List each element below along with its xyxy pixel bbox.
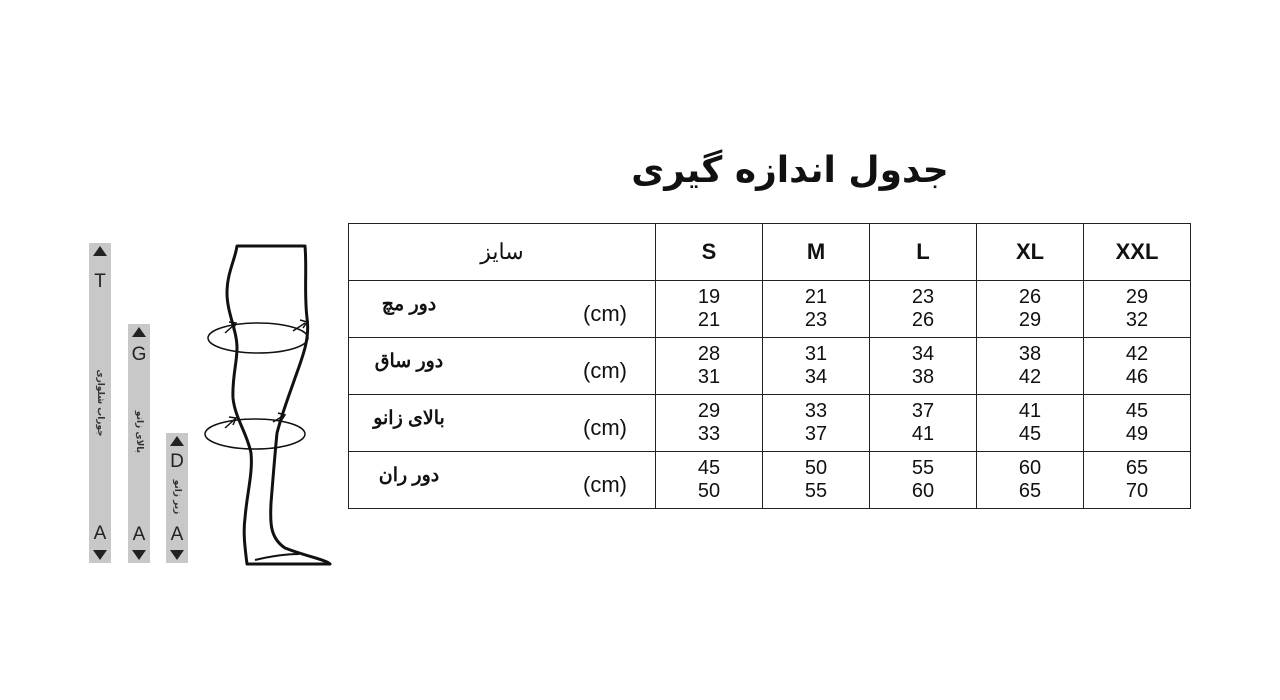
page-title: جدول اندازه گیری	[631, 150, 949, 191]
bar-label: بالای زانو	[134, 410, 144, 454]
table-row	[349, 338, 1191, 395]
size-range-cell	[1084, 395, 1191, 452]
range-max: 49	[1125, 423, 1149, 445]
size-column-s: S	[656, 224, 763, 281]
size-column-m: M	[763, 224, 870, 281]
bar-top-letter: T	[94, 271, 106, 292]
arrow-down-icon	[132, 550, 146, 560]
range-min: 21	[804, 286, 828, 308]
size-range-cell	[1084, 452, 1191, 509]
size-range-cell	[870, 395, 977, 452]
range-max: 34	[804, 366, 828, 388]
size-column-l: L	[870, 224, 977, 281]
size-chart-table	[348, 223, 1191, 509]
range-min: 60	[1018, 457, 1042, 479]
bar-bottom-letter: A	[132, 524, 146, 545]
size-range-cell	[656, 452, 763, 509]
size-range-cell	[870, 452, 977, 509]
size-range-cell	[1084, 338, 1191, 395]
range-max: 26	[911, 309, 935, 331]
range-min: 50	[804, 457, 828, 479]
range-min: 19	[697, 286, 721, 308]
size-range-cell	[870, 281, 977, 338]
size-range-cell	[1084, 281, 1191, 338]
size-range-cell	[763, 281, 870, 338]
range-max: 38	[911, 366, 935, 388]
range-max: 23	[804, 309, 828, 331]
size-range-cell	[656, 395, 763, 452]
below-knee-length-bar	[166, 433, 188, 563]
table-row	[349, 281, 1191, 338]
range-max: 41	[911, 423, 935, 445]
row-label-cell	[349, 452, 656, 509]
arrow-down-icon	[170, 550, 184, 560]
measurement-label: دور مچ	[381, 294, 437, 315]
row-label-cell	[349, 281, 656, 338]
range-min: 28	[697, 343, 721, 365]
arrow-up-icon	[132, 327, 146, 337]
range-min: 29	[1125, 286, 1149, 308]
size-range-cell	[977, 338, 1084, 395]
pantyhose-length-bar	[89, 243, 111, 563]
range-max: 55	[804, 480, 828, 502]
row-label-cell	[349, 395, 656, 452]
range-min: 41	[1018, 400, 1042, 422]
leg-illustration	[195, 238, 345, 573]
range-min: 55	[911, 457, 935, 479]
range-min: 65	[1125, 457, 1149, 479]
range-max: 46	[1125, 366, 1149, 388]
range-min: 33	[804, 400, 828, 422]
range-min: 37	[911, 400, 935, 422]
bar-top-letter: G	[131, 344, 147, 365]
size-range-cell	[763, 395, 870, 452]
range-min: 45	[1125, 400, 1149, 422]
bar-label: جوراب شلواری	[95, 369, 105, 437]
table-row	[349, 452, 1191, 509]
measurement-label: بالای زانو	[373, 408, 445, 429]
unit-label: (cm)	[583, 301, 627, 326]
table-header-row	[349, 224, 1191, 281]
range-max: 65	[1018, 480, 1042, 502]
range-min: 23	[911, 286, 935, 308]
range-min: 38	[1018, 343, 1042, 365]
range-max: 37	[804, 423, 828, 445]
size-range-cell	[977, 452, 1084, 509]
range-max: 70	[1125, 480, 1149, 502]
bar-top-letter: D	[170, 451, 184, 472]
range-min: 29	[697, 400, 721, 422]
arrow-down-icon	[93, 550, 107, 560]
size-range-cell	[763, 452, 870, 509]
range-max: 60	[911, 480, 935, 502]
arrow-up-icon	[170, 436, 184, 446]
range-max: 29	[1018, 309, 1042, 331]
range-max: 42	[1018, 366, 1042, 388]
size-column-xl: XL	[977, 224, 1084, 281]
range-min: 34	[911, 343, 935, 365]
bar-bottom-letter: A	[170, 524, 184, 545]
bar-label: زیر زانو	[172, 479, 182, 515]
measurement-label: دور ران	[378, 465, 440, 486]
measurement-label: دور ساق	[374, 351, 444, 372]
size-range-cell	[763, 338, 870, 395]
range-max: 33	[697, 423, 721, 445]
unit-label: (cm)	[583, 415, 627, 440]
range-max: 45	[1018, 423, 1042, 445]
size-range-cell	[977, 281, 1084, 338]
size-range-cell	[656, 281, 763, 338]
range-max: 50	[697, 480, 721, 502]
bar-bottom-letter: A	[93, 523, 107, 544]
range-min: 26	[1018, 286, 1042, 308]
unit-label: (cm)	[583, 358, 627, 383]
range-max: 21	[697, 309, 721, 331]
range-min: 42	[1125, 343, 1149, 365]
size-range-cell	[656, 338, 763, 395]
range-min: 45	[697, 457, 721, 479]
range-max: 31	[697, 366, 721, 388]
row-label-cell	[349, 338, 656, 395]
range-min: 31	[804, 343, 828, 365]
unit-label: (cm)	[583, 472, 627, 497]
table-row	[349, 395, 1191, 452]
size-column-xxl: XXL	[1084, 224, 1191, 281]
arrow-up-icon	[93, 246, 107, 256]
above-knee-length-bar	[128, 324, 150, 563]
size-header-label: سایز	[349, 224, 656, 281]
size-range-cell	[870, 338, 977, 395]
leg-outline	[227, 246, 330, 564]
size-range-cell	[977, 395, 1084, 452]
range-max: 32	[1125, 309, 1149, 331]
